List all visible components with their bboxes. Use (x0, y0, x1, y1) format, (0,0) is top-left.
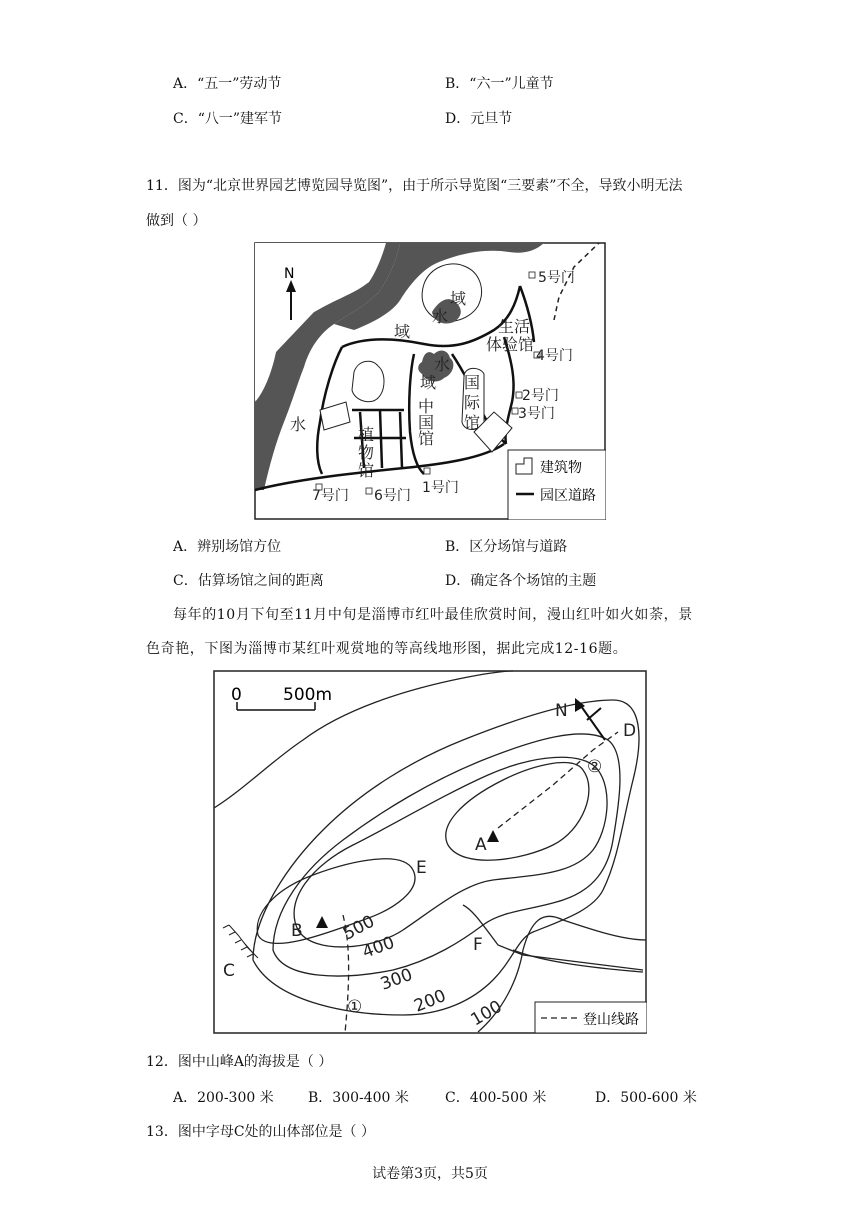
q11-stem-line1: 11．图为“北京世界园艺博览园导览图”，由于所示导览图“三要素”不全，导致小明无法 (146, 178, 683, 194)
water-mid-char2: 域 (420, 373, 437, 392)
contour-label-500: 500 (339, 911, 379, 945)
intl-hall-char3: 馆 (464, 413, 481, 432)
gate-1-label: 1号门 (422, 480, 459, 496)
china-hall-char1: 中 (418, 397, 435, 416)
legend-building: 建筑物 (540, 460, 582, 476)
q13-stem: 13．图中字母C处的山体部位是（ ） (146, 1124, 375, 1140)
q12-option-b: B．300-400 米 (308, 1090, 409, 1106)
q12-stem: 12．图中山峰A的海拔是（ ） (146, 1054, 333, 1070)
contour-label-400: 400 (359, 932, 398, 963)
q12-option-d: D．500-600 米 (595, 1090, 697, 1106)
water-large-char1: 水 (290, 415, 307, 434)
life-hall-line1: 生活 (498, 317, 531, 336)
legend-road: 园区道路 (540, 488, 596, 504)
water-mid-char1: 水 (434, 355, 451, 374)
marker-circle-2: ② (587, 757, 603, 777)
plant-hall-char1: 植 (358, 425, 375, 444)
gate-4-label: 4号门 (536, 348, 573, 364)
point-a: A (475, 835, 487, 855)
q10-option-b: B．“六一”儿童节 (445, 76, 554, 92)
gate-7-label: 7号门 (312, 488, 349, 504)
china-hall-char3: 馆 (418, 429, 435, 448)
plant-hall-char3: 馆 (358, 461, 375, 480)
q11-option-c: C．估算场馆之间的距离 (173, 573, 324, 589)
gate-3-label: 3号门 (518, 406, 555, 422)
gate-2-label: 2号门 (522, 388, 559, 404)
contour-label-100: 100 (467, 996, 506, 1031)
point-e: E (416, 858, 427, 878)
point-c: C (223, 961, 235, 981)
q12-option-c: C．400-500 米 (445, 1090, 547, 1106)
intl-hall-char2: 际 (464, 393, 481, 412)
marker-circle-1: ① (347, 997, 363, 1017)
gate-5-label: 5号门 (538, 270, 575, 286)
contour-map-svg (213, 670, 647, 1034)
point-f: F (473, 935, 483, 955)
q11-option-b: B．区分场馆与道路 (445, 539, 568, 555)
q10-option-c: C．“八一”建军节 (173, 111, 283, 127)
water-top-char1: 水 (432, 307, 449, 326)
scale-zero: 0 (231, 685, 242, 705)
park-north-label: N (284, 266, 295, 282)
q10-option-d: D．元旦节 (445, 111, 513, 127)
q11-option-d: D．确定各个场馆的主题 (445, 573, 597, 589)
page-footer: 试卷第3页，共5页 (372, 1166, 488, 1182)
contour-label-200: 200 (411, 985, 449, 1017)
water-large-char2: 域 (394, 322, 411, 341)
q10-option-a: A．“五一”劳动节 (173, 76, 282, 92)
contour-legend-trail: 登山线路 (583, 1012, 639, 1028)
intro-line2: 色奇艳，下图为淄博市某红叶观赏地的等高线地形图，据此完成12-16题。 (146, 641, 628, 657)
contour-label-300: 300 (377, 964, 416, 995)
q12-option-a: A．200-300 米 (173, 1090, 274, 1106)
gate-6-label: 6号门 (374, 488, 411, 504)
contour-map-figure (213, 670, 647, 1034)
intl-hall-char1: 国 (464, 373, 481, 392)
intro-line1: 每年的10月下旬至11月中旬是淄博市红叶最佳欣赏时间，漫山红叶如火如荼，景 (173, 607, 693, 623)
point-b: B (291, 921, 303, 941)
q11-stem-line2: 做到（ ） (146, 213, 207, 229)
water-top-char2: 域 (450, 289, 467, 308)
contour-north-label: N (555, 701, 568, 721)
china-hall-char2: 国 (418, 413, 435, 432)
park-map-svg (254, 242, 606, 520)
point-d: D (623, 721, 637, 741)
life-hall-line2: 体验馆 (486, 335, 535, 354)
scale-label: 500m (283, 685, 333, 705)
park-map-figure (254, 242, 606, 520)
q11-option-a: A．辨别场馆方位 (173, 539, 282, 555)
plant-hall-char2: 物 (358, 443, 375, 462)
